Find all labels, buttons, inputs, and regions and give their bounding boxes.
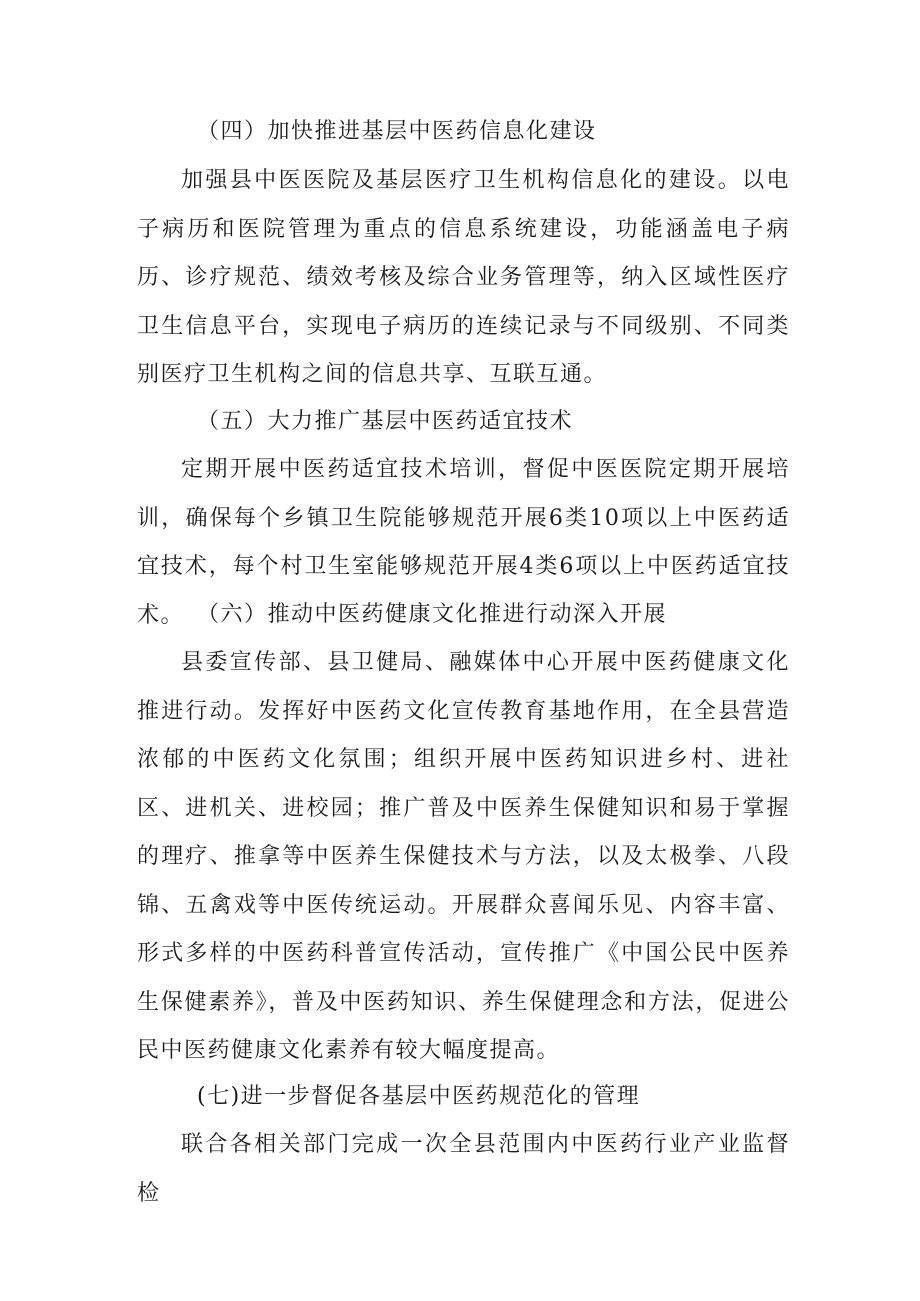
section-5-body: 定期开展中医药适宜技术培训，督促中医医院定期开展培训，确保每个乡镇卫生院能够规范开展6类10项以上中医药适宜技术，每个村卫生室能够规范开展4类6项以上中医药适宜技术。 [137,457,790,628]
section-6-body: 县委宣传部、县卫健局、融媒体中心开展中医药健康文化推进行动。发挥好中医药文化宣传教育基地作用，在全县营造浓郁的中医药文化氛围；组织开展中医药知识进乡村、进社区、进机关、进校园；推广普及中医养生保健知识和易于掌握的理疗、推拿等中医养生保健技术与方法，以及太极拳、八段锦、五禽戏等中医传统运动。开展群众喜闻乐见、内容丰富、形式多样的中医药科普宣传活动，宣传推广《中国公民中医养生保健素养》，普及中医药知识、养生保健理念和方法，促进公民中医药健康文化素养有较大幅度提高。 [137,650,790,1063]
section-5-heading: （五）大力推广基层中医药适宜技术 [197,409,574,434]
section-7-body: 联合各相关部门完成一次全县范围内中医药行业产业监督检 [137,1132,790,1206]
section-4-heading: （四）加快推进基层中医药信息化建设 [197,119,597,144]
section-4-body: 加强县中医医院及基层医疗卫生机构信息化的建设。以电子病历和医院管理为重点的信息系统建设，功能涵盖电子病历、诊疗规范、绩效考核及综合业务管理等，纳入区域性医疗卫生信息平台，实现电子病历的连续记录与不同级别、不同类别医疗卫生机构之间的信息共享、互联互通。 [137,168,790,387]
section-6-heading: （六）推动中医药健康文化推进行动深入开展 [197,602,668,627]
section-7-heading: (七)进一步督促各基层中医药规范化的管理 [197,1084,641,1109]
